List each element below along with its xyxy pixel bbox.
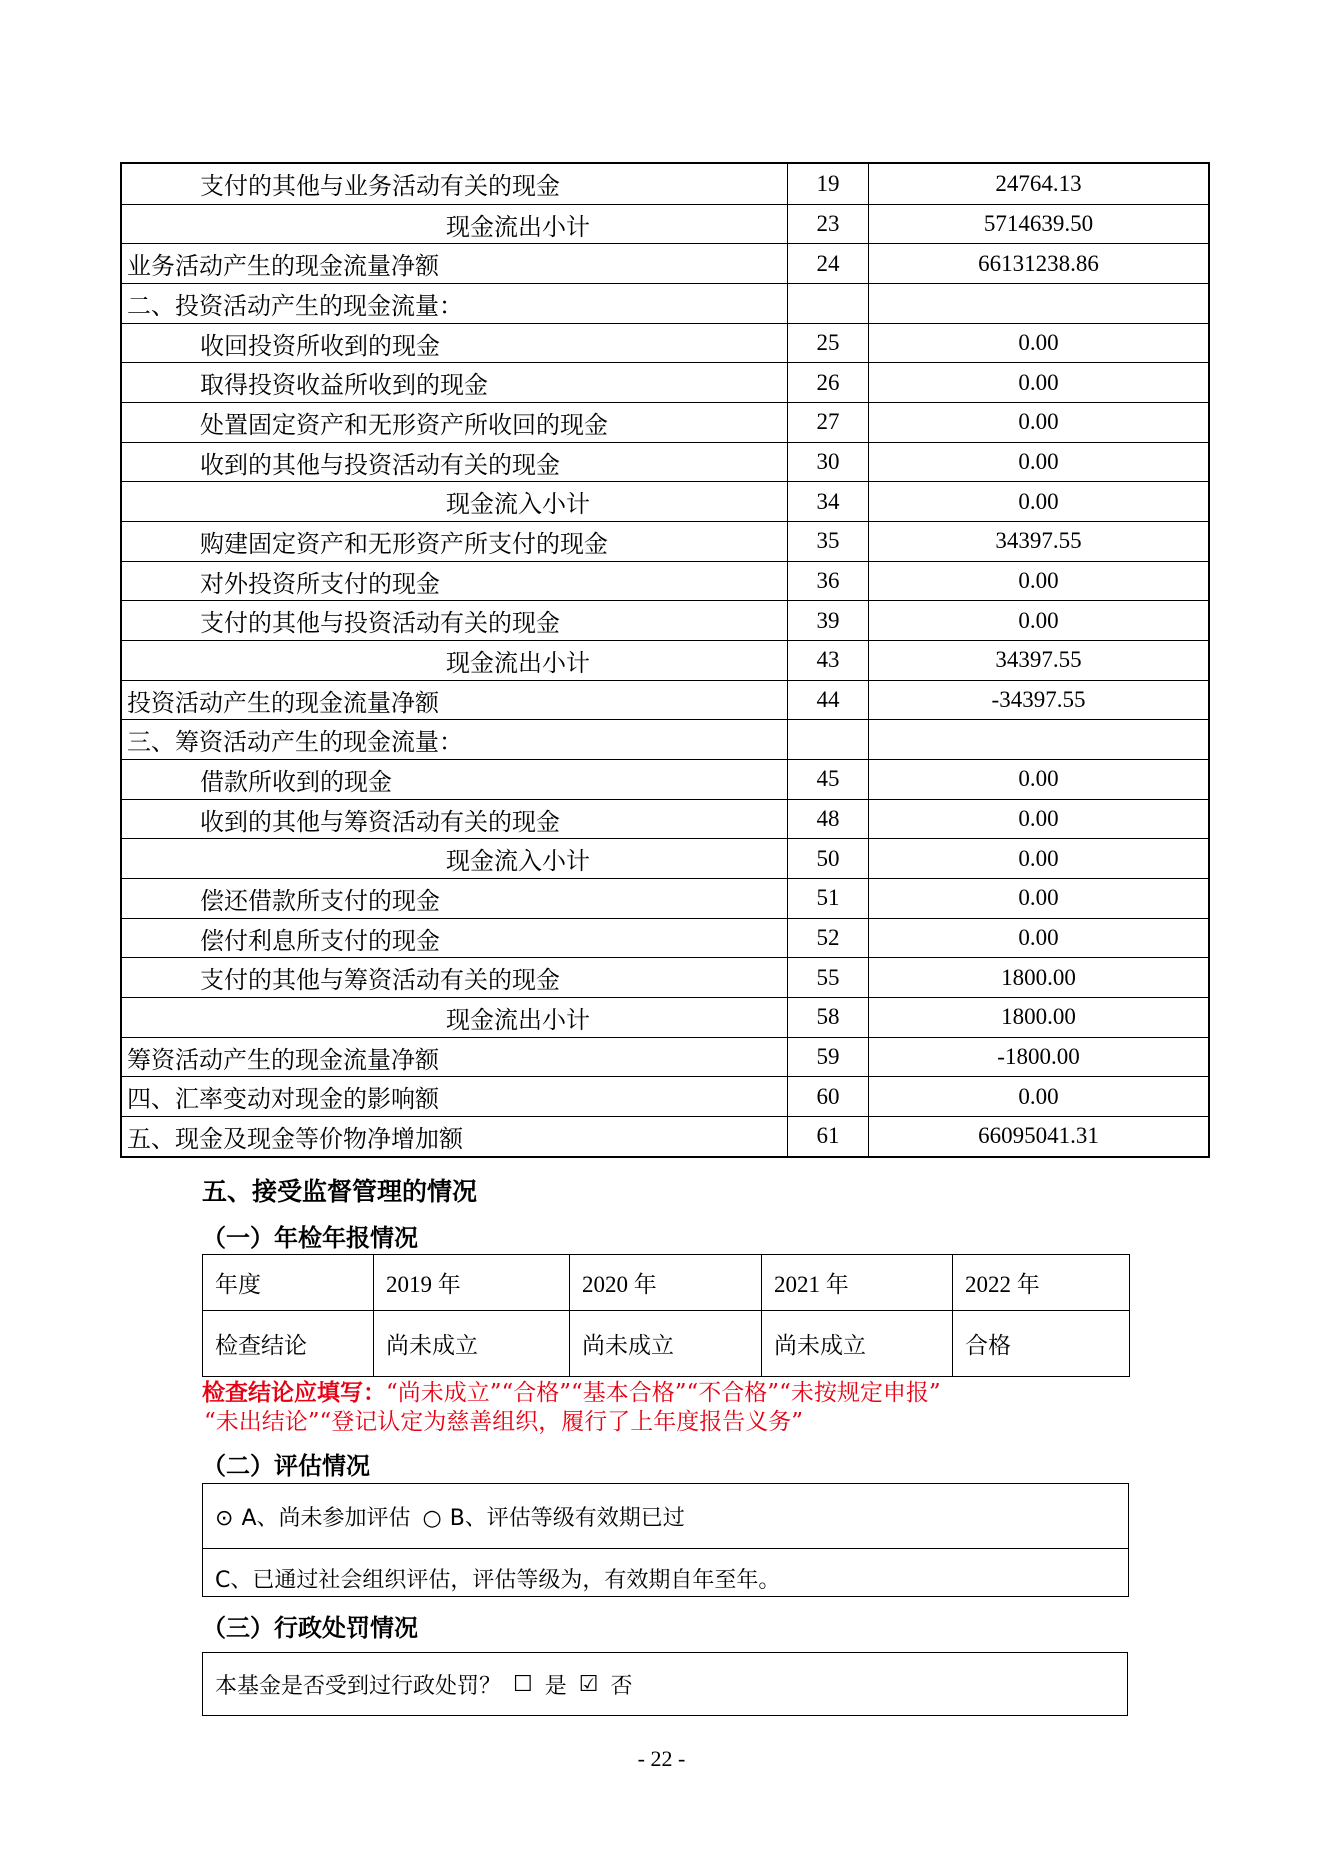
row-amount: 0.00 [868,919,1208,958]
row-line-number: 23 [787,205,868,244]
row-label: 收到的其他与投资活动有关的现金 [200,450,560,479]
section-label: 三、筹资活动产生的现金流量： [127,728,463,757]
row-label: 支付的其他与投资活动有关的现金 [200,609,560,638]
row-amount: 0.00 [868,760,1208,799]
row-label: 现金流入小计 [446,490,590,519]
row-line-number [787,284,868,323]
annual-inspection-heading: （一）年检年报情况 [202,1223,418,1252]
row-line-number: 51 [787,879,868,918]
evaluation-heading: （二）评估情况 [202,1451,370,1480]
cash-flow-subtotal-row [122,481,1208,521]
row-label: 投资活动产生的现金流量净额 [127,688,439,717]
year-row [203,1255,1130,1311]
row-amount [868,720,1208,759]
penalty-box [202,1652,1128,1716]
evaluation-options-row [203,1484,1129,1549]
yes-checkbox-icon: ☐ [513,1671,533,1697]
row-line-number: 61 [787,1117,868,1156]
option-b-radio-icon: ○ [422,1505,442,1531]
cash-flow-section-row [122,283,1208,323]
row-line-number: 52 [787,919,868,958]
row-line-number: 24 [787,244,868,283]
annual-inspection-table [202,1254,1130,1377]
row-line-number: 35 [787,522,868,561]
row-line-number: 44 [787,681,868,720]
cash-flow-subtotal-row [122,838,1208,878]
row-label: 业务活动产生的现金流量净额 [127,252,439,281]
row-label: 筹资活动产生的现金流量净额 [127,1045,439,1074]
row-line-number: 50 [787,839,868,878]
no-label: 否 [610,1673,633,1699]
cash-flow-row [122,918,1208,958]
result-cell: 尚未成立 [374,1311,570,1377]
row-label: 现金流出小计 [446,1005,590,1034]
row-line-number: 48 [787,800,868,839]
evaluation-option-c-row [203,1549,1129,1597]
row-amount: 5714639.50 [868,205,1208,244]
row-amount: 24764.13 [868,164,1208,204]
row-amount: -1800.00 [868,1038,1208,1077]
row-amount [868,284,1208,323]
cash-flow-subtotal-row [122,640,1208,680]
row-amount: 66131238.86 [868,244,1208,283]
row-line-number: 59 [787,1038,868,1077]
row-amount: 66095041.31 [868,1117,1208,1156]
inspection-fill-note [202,1378,941,1437]
row-line-number: 39 [787,601,868,640]
row-amount: 0.00 [868,800,1208,839]
penalty-heading: （三）行政处罚情况 [202,1613,418,1642]
row-label: 购建固定资产和无形资产所支付的现金 [200,529,608,558]
result-cell: 尚未成立 [762,1311,953,1377]
row-line-number: 43 [787,641,868,680]
row-amount: 1800.00 [868,958,1208,997]
cash-flow-subtotal-row [122,997,1208,1037]
row-line-number: 36 [787,562,868,601]
result-cell: 尚未成立 [570,1311,762,1377]
cash-flow-total-row [122,243,1208,283]
result-label-cell: 检查结论 [203,1311,374,1377]
cash-flow-row [122,561,1208,601]
row-label: 五、现金及现金等价物净增加额 [127,1124,463,1153]
evaluation-options-cell [203,1484,1129,1549]
cash-flow-row [122,878,1208,918]
page-number: - 22 - [637,1746,686,1771]
row-label: 现金流入小计 [446,847,590,876]
year-cell: 2021 年 [762,1255,953,1311]
cash-flow-row [122,402,1208,442]
option-c-label: C、已通过社会组织评估，评估等级为，有效期自年至年。 [203,1549,1129,1597]
row-amount: 0.00 [868,363,1208,402]
row-line-number: 25 [787,324,868,363]
row-label: 现金流出小计 [446,212,590,241]
cash-flow-row [122,362,1208,402]
no-checkbox-checked-icon: ☑ [578,1671,599,1697]
cash-flow-table [120,162,1210,1158]
note-line-1: “尚未成立”“合格”“基本合格”“不合格”“未按规定申报” [386,1380,941,1406]
row-line-number: 55 [787,958,868,997]
row-line-number: 19 [787,164,868,204]
row-label: 支付的其他与筹资活动有关的现金 [200,966,560,995]
row-amount: 1800.00 [868,998,1208,1037]
section-label: 二、投资活动产生的现金流量： [127,291,463,320]
row-amount: 0.00 [868,403,1208,442]
cash-flow-total-row [122,1116,1208,1156]
row-amount: -34397.55 [868,681,1208,720]
row-label: 收到的其他与筹资活动有关的现金 [200,807,560,836]
cash-flow-total-row [122,680,1208,720]
cash-flow-total-row [122,1037,1208,1077]
option-b-label: B、评估等级有效期已过 [449,1505,685,1531]
cash-flow-row [122,521,1208,561]
cash-flow-row [122,323,1208,363]
year-label-cell: 年度 [203,1255,374,1311]
row-label: 支付的其他与业务活动有关的现金 [200,172,560,201]
row-line-number: 58 [787,998,868,1037]
yes-label: 是 [544,1673,567,1699]
cash-flow-subtotal-row [122,204,1208,244]
row-amount: 0.00 [868,1077,1208,1116]
row-amount: 0.00 [868,562,1208,601]
result-cell: 合格 [953,1311,1130,1377]
option-a-radio-icon: ⊙ [215,1505,234,1531]
section-title: 五、接受监督管理的情况 [202,1177,478,1206]
penalty-question: 本基金是否受到过行政处罚？ [215,1673,502,1699]
result-row [203,1311,1130,1377]
row-amount: 0.00 [868,324,1208,363]
row-label: 取得投资收益所收到的现金 [200,371,488,400]
row-amount: 34397.55 [868,522,1208,561]
row-label: 现金流出小计 [446,648,590,677]
note-line-2: “未出结论”“登记认定为慈善组织，履行了上年度报告义务” [204,1409,804,1435]
row-label: 偿付利息所支付的现金 [200,926,440,955]
row-line-number: 27 [787,403,868,442]
row-amount: 0.00 [868,482,1208,521]
row-label: 四、汇率变动对现金的影响额 [127,1085,439,1114]
row-amount: 0.00 [868,879,1208,918]
row-line-number: 30 [787,443,868,482]
year-cell: 2022 年 [953,1255,1130,1311]
row-label: 偿还借款所支付的现金 [200,886,440,915]
row-line-number: 26 [787,363,868,402]
row-label: 处置固定资产和无形资产所收回的现金 [200,410,608,439]
note-label: 检查结论应填写： [202,1379,386,1406]
evaluation-table [202,1483,1129,1597]
row-label: 收回投资所收到的现金 [200,331,440,360]
cash-flow-row [122,799,1208,839]
row-amount: 0.00 [868,601,1208,640]
cash-flow-row [122,957,1208,997]
year-cell: 2020 年 [570,1255,762,1311]
year-cell: 2019 年 [374,1255,570,1311]
row-label: 借款所收到的现金 [200,767,392,796]
row-line-number: 60 [787,1077,868,1116]
cash-flow-row [122,600,1208,640]
cash-flow-row [122,164,1208,204]
row-amount: 34397.55 [868,641,1208,680]
row-line-number: 45 [787,760,868,799]
option-a-label: A、尚未参加评估 [241,1505,411,1531]
row-amount: 0.00 [868,443,1208,482]
row-line-number: 34 [787,482,868,521]
row-amount: 0.00 [868,839,1208,878]
cash-flow-row [122,759,1208,799]
cash-flow-total-row [122,1076,1208,1116]
cash-flow-section-row [122,719,1208,759]
row-line-number [787,720,868,759]
row-label: 对外投资所支付的现金 [200,569,440,598]
cash-flow-row [122,442,1208,482]
